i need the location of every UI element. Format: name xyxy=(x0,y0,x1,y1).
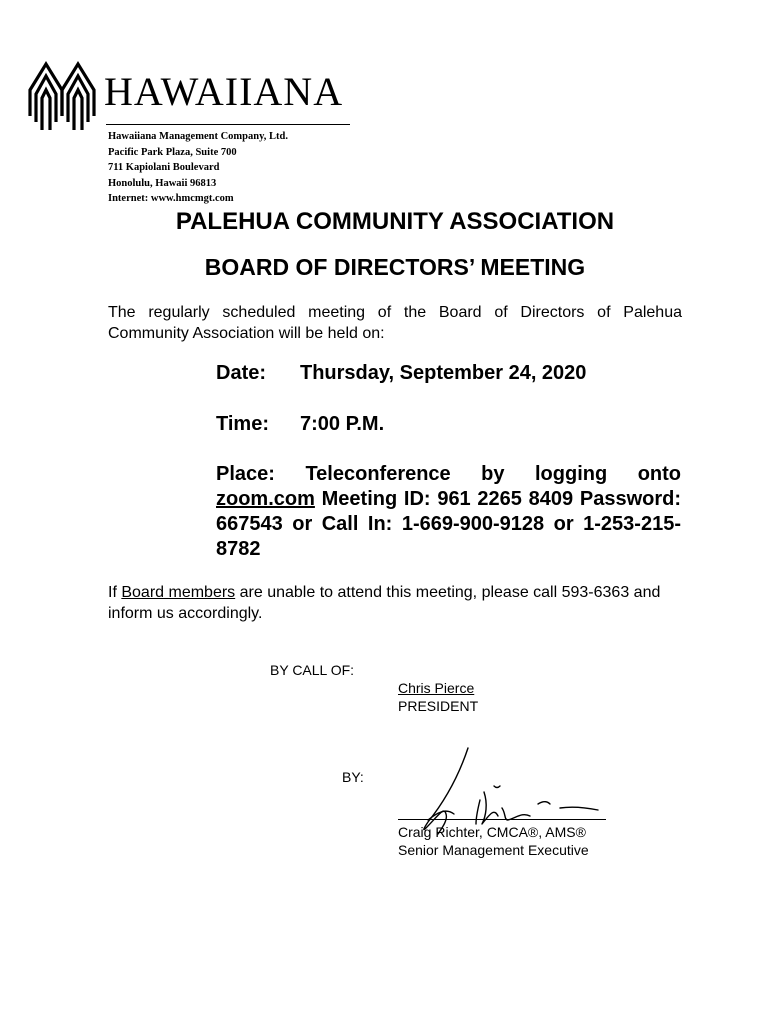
date-row xyxy=(216,362,586,385)
notice-text: are unable to attend this meeting, please call 593-6363 and inform us accordingly. xyxy=(108,584,661,622)
place-label: Place: xyxy=(216,463,275,485)
signature-line xyxy=(398,819,606,820)
date-label: Date: xyxy=(216,362,267,384)
notice-paragraph xyxy=(108,582,688,624)
brand-name: HAWAIIANA xyxy=(104,69,344,114)
time-value: 7:00 P.M. xyxy=(300,413,385,435)
time-row xyxy=(216,413,384,436)
letterhead-rule xyxy=(106,124,350,125)
date-value: Thursday, September 24, 2020 xyxy=(300,362,587,384)
by-call-of-label: BY CALL OF: xyxy=(270,662,355,678)
place-text: Teleconference by logging onto xyxy=(305,463,681,485)
by-label: BY: xyxy=(342,769,364,785)
address-line: Pacific Park Plaza, Suite 700 xyxy=(108,146,237,158)
time-label: Time: xyxy=(216,413,269,435)
place-paragraph xyxy=(216,462,681,562)
intro-paragraph: The regularly scheduled meeting of the Board of Directors of Palehua Community Association will be held on: xyxy=(108,304,682,342)
zoom-link[interactable]: zoom.com xyxy=(216,488,315,510)
meeting-credentials: Meeting ID: 961 2265 8409 Password: 667543 or Call In: 1-669-900-9128 or 1-253-215-8782 xyxy=(216,488,681,560)
address-line: Internet: www.hmcmgt.com xyxy=(108,193,234,204)
board-members-link[interactable]: Board members xyxy=(121,584,236,601)
address-line: 711 Kapiolani Boulevard xyxy=(108,162,220,173)
hawaiiana-logo-icon xyxy=(26,56,98,144)
president-title: PRESIDENT xyxy=(398,698,479,714)
notice-prefix: If xyxy=(108,584,117,601)
agent-title: Senior Management Executive xyxy=(398,842,589,858)
company-address xyxy=(108,129,288,207)
address-line: Honolulu, Hawaii 96813 xyxy=(108,177,217,189)
address-line: Hawaiiana Management Company, Ltd. xyxy=(108,131,288,142)
document-title: PALEHUA COMMUNITY ASSOCIATION xyxy=(175,208,615,235)
document-subtitle: BOARD OF DIRECTORS’ MEETING xyxy=(204,254,586,280)
agent-name: Craig Richter, CMCA®, AMS® xyxy=(398,824,586,840)
president-name: Chris Pierce xyxy=(398,680,475,696)
